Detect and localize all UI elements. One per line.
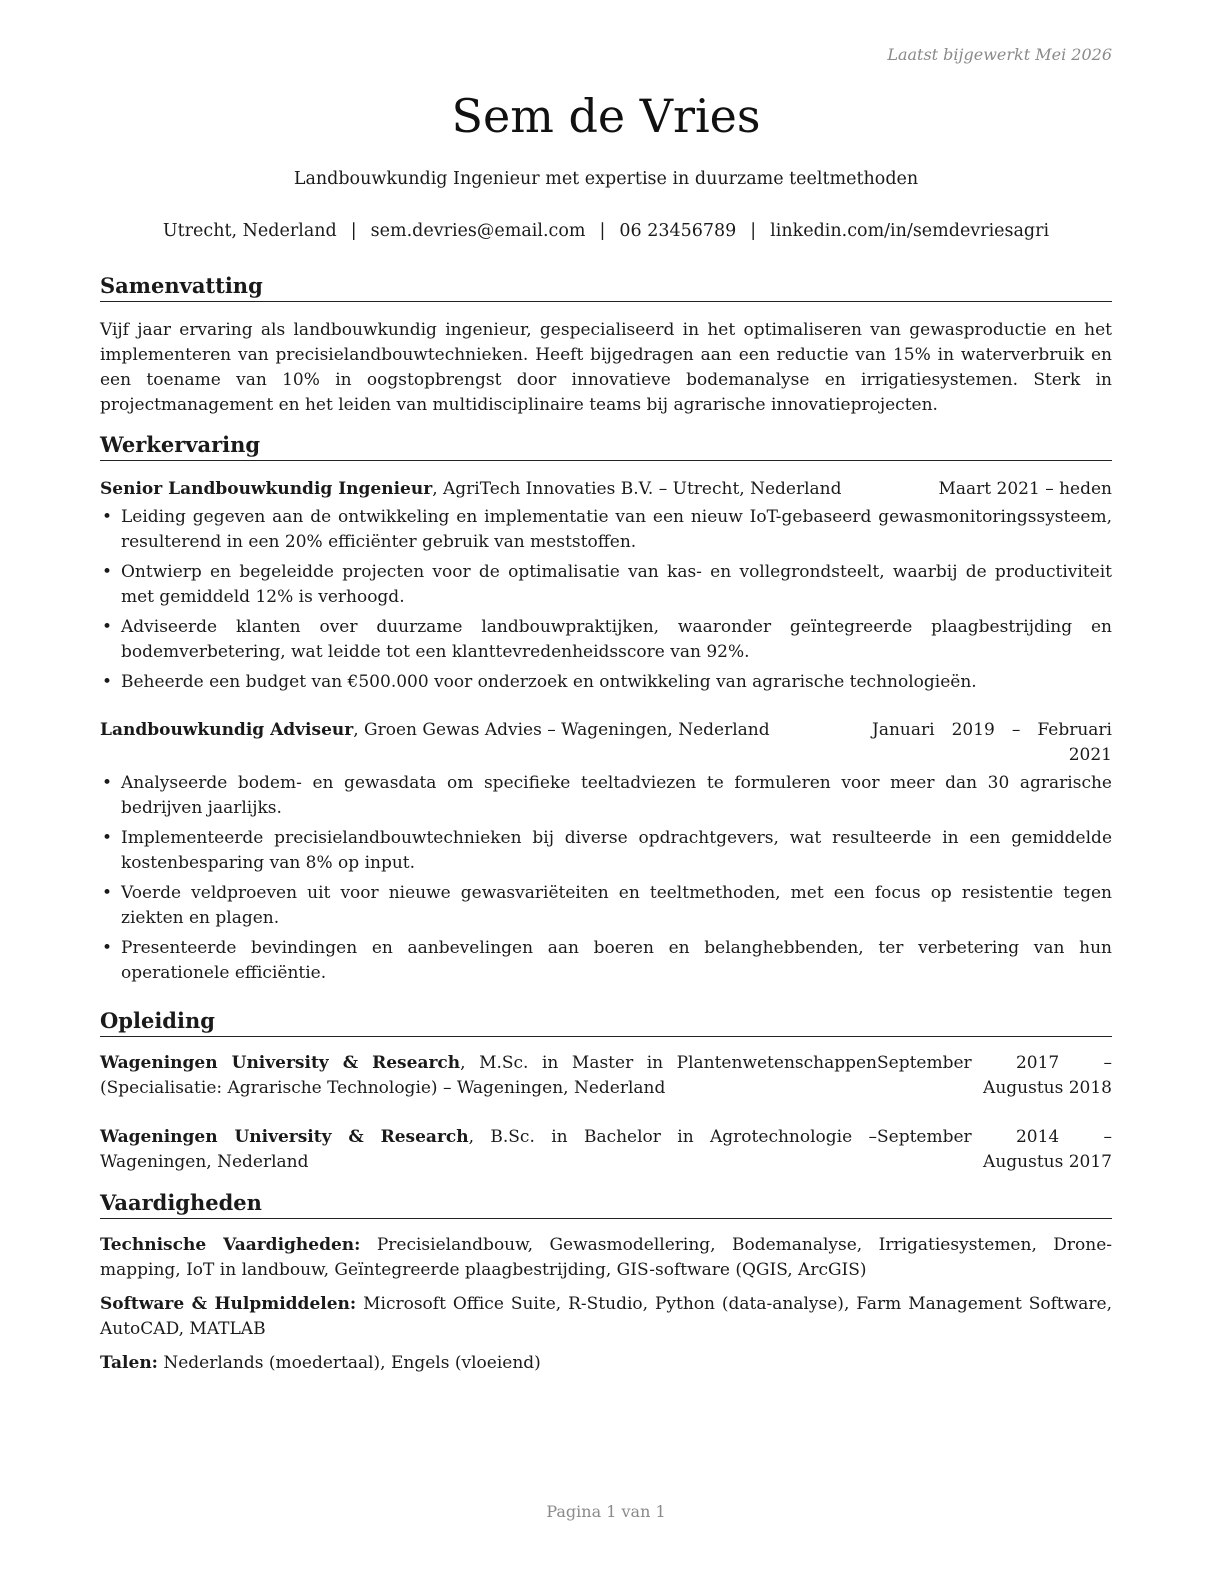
contact-phone: 06 23456789 [619, 221, 737, 241]
contact-separator: | [350, 221, 357, 241]
education-dates: September 2017 – Augustus 2018 [877, 1053, 1112, 1098]
skill-row [100, 1233, 1112, 1283]
job-bullet: • Presenteerde bevindingen en aanbevelingen aan boeren en belanghebbenden, ter verbetering van hun operationele efficiëntie. [100, 936, 1112, 986]
contact-email[interactable]: sem.devries@email.com [370, 221, 586, 241]
skill-label: Talen: [100, 1353, 158, 1373]
contact-line [100, 218, 1112, 244]
job-role: Senior Landbouwkundig Ingenieur [100, 479, 433, 499]
job-dates: Januari 2019 – Februari 2021 [872, 720, 1112, 765]
section-title-summary: Samenvatting [100, 272, 1112, 302]
skill-row [100, 1292, 1112, 1342]
job-bullets [100, 505, 1112, 695]
skill-label: Technische Vaardigheden: [100, 1235, 361, 1255]
job-bullet: • Ontwierp en begeleidde projecten voor de optimalisatie van kas- en vollegrondsteelt, waarbij de productiviteit met gemiddeld 12% is verhoogd. [100, 560, 1112, 610]
job-bullet: • Adviseerde klanten over duurzame landbouwpraktijken, waaronder geïntegreerde plaagbestrijding en bodemverbetering, wat leidde tot een klanttevredenheidsscore van 92%. [100, 615, 1112, 665]
skill-value: Precisielandbouw, Gewasmodellering, Bodemanalyse, Irrigatiesystemen, Drone-mapping, IoT in landbouw, Geïntegreerde plaagbestrijding, GIS-software (QGIS, ArcGIS) [100, 1235, 1113, 1280]
education-section [100, 1007, 1112, 1175]
section-title-skills: Vaardigheden [100, 1189, 1112, 1219]
resume-page [100, 0, 1112, 1584]
job-bullet: • Voerde veldproeven uit voor nieuwe gewasvariëteiten en teeltmethoden, met een focus op resistentie tegen ziekten en plagen. [100, 881, 1112, 931]
contact-linkedin[interactable]: linkedin.com/in/semdevriesagri [770, 221, 1050, 241]
contact-separator: | [599, 221, 606, 241]
job-org: , AgriTech Innovaties B.V. – Utrecht, Nederland [432, 479, 842, 499]
summary-section [100, 272, 1112, 418]
skills-section [100, 1189, 1112, 1385]
candidate-name: Sem de Vries [451, 89, 761, 143]
last-updated: Laatst bijgewerkt Mei 2026 [887, 45, 1112, 64]
page-number: Pagina 1 van 1 [546, 1502, 666, 1521]
tagline: Landbouwkundig Ingenieur met expertise in duurzame teeltmethoden [293, 169, 919, 189]
job-bullet: • Leiding gegeven aan de ontwikkeling en implementatie van een nieuw IoT-gebaseerd gewasmonitoringssysteem, resulterend in een 20% efficiënter gebruik van meststoffen. [100, 505, 1112, 555]
education-detail: , B.Sc. in Bachelor in Agrotechnologie – Wageningen, Nederland [100, 1127, 878, 1172]
education-entry [100, 1125, 1112, 1175]
job-bullets [100, 771, 1112, 986]
education-detail: , M.Sc. in Master in Plantenwetenschappen (Specialisatie: Agrarische Technologie) – Wageningen, Nederland [100, 1053, 878, 1098]
contact-location: Utrecht, Nederland [162, 221, 337, 241]
job-entry [100, 718, 1112, 986]
job-header [100, 718, 1112, 768]
section-title-experience: Werkervaring [100, 431, 1112, 461]
job-bullet: • Implementeerde precisielandbouwtechnieken bij diverse opdrachtgevers, wat resulteerde in een gemiddelde kostenbesparing van 8% op input. [100, 826, 1112, 876]
education-entry [100, 1051, 1112, 1101]
skill-value: Nederlands (moedertaal), Engels (vloeiend) [157, 1353, 541, 1373]
job-bullet: • Beheerde een budget van €500.000 voor onderzoek en ontwikkeling van agrarische technologieën. [100, 670, 1112, 695]
education-school: Wageningen University & Research [100, 1053, 461, 1073]
job-org: , Groen Gewas Advies – Wageningen, Nederland [353, 720, 770, 740]
job-header [100, 477, 1112, 502]
job-dates: Maart 2021 – heden [938, 479, 1112, 499]
job-entry [100, 477, 1112, 695]
education-dates: September 2014 – Augustus 2017 [877, 1127, 1112, 1172]
section-title-education: Opleiding [100, 1007, 1112, 1037]
skill-value: Microsoft Office Suite, R-Studio, Python (data-analyse), Farm Management Software, AutoCAD, MATLAB [100, 1294, 1112, 1339]
skill-label: Software & Hulpmiddelen: [100, 1294, 357, 1314]
contact-separator: | [750, 221, 757, 241]
skill-row [100, 1351, 1112, 1376]
summary-text: Vijf jaar ervaring als landbouwkundig ingenieur, gespecialiseerd in het optimaliseren van gewasproductie en het implementeren van precisielandbouwtechnieken. Heeft bijgedragen aan een reductie van 15% in waterverbruik en een toename van 10% in oogstopbrengst door innovatieve bodemanalyse en irrigatiesystemen. Sterk in projectmanagement en het leiden van multidisciplinaire teams bij agrarische innovatieprojecten. [100, 320, 1112, 415]
skills-list [100, 1233, 1112, 1376]
job-bullet: • Analyseerde bodem- en gewasdata om specifieke teeltadviezen te formuleren voor meer dan 30 agrarische bedrijven jaarlijks. [100, 771, 1112, 821]
job-role: Landbouwkundig Adviseur [100, 720, 354, 740]
experience-section [100, 431, 1112, 991]
education-school: Wageningen University & Research [100, 1127, 469, 1147]
